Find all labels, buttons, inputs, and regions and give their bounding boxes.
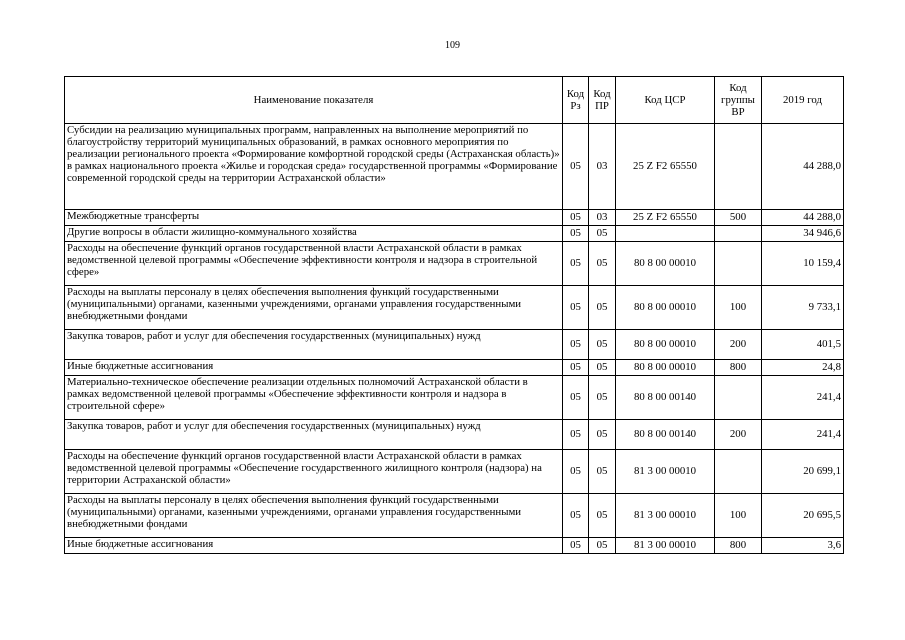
row-vr: [715, 376, 762, 420]
row-amount: 3,6: [762, 538, 844, 554]
row-csr: 81 3 00 00010: [616, 494, 715, 538]
row-name: Межбюджетные трансферты: [65, 210, 563, 226]
row-pr: 05: [589, 376, 616, 420]
table-row: [65, 538, 844, 554]
row-csr: 80 8 00 00010: [616, 286, 715, 330]
row-csr: 25 Z F2 65550: [616, 124, 715, 210]
header-name: Наименование показателя: [65, 77, 563, 124]
row-csr: 80 8 00 00010: [616, 330, 715, 360]
row-pr: 03: [589, 210, 616, 226]
row-amount: 20 699,1: [762, 450, 844, 494]
row-pr: 05: [589, 494, 616, 538]
row-name: Иные бюджетные ассигнования: [65, 538, 563, 554]
row-csr: 80 8 00 00140: [616, 420, 715, 450]
row-vr: 800: [715, 538, 762, 554]
row-rz: 05: [563, 226, 589, 242]
page-number: 109: [445, 40, 460, 51]
row-pr: 05: [589, 450, 616, 494]
row-name: Расходы на выплаты персоналу в целях обеспечения выполнения функций государственными (муниципальными) органами, казенными учреждениями, органами управления государственными внебюджетными фондами: [65, 286, 563, 330]
table-row: [65, 360, 844, 376]
row-name: Субсидии на реализацию муниципальных программ, направленных на выполнение мероприятий по благоустройству территорий муниципальных образований, в рамках основного мероприятия по реализации регионального проекта «Формирование комфортной городской среды (Астраханская область)» в рамках национального проекта «Жилье и городская среда» государственной программы «Формирование современной городской среды на территории Астраханской области»: [65, 124, 563, 210]
table-row: [65, 210, 844, 226]
header-pr: Код ПР: [589, 77, 616, 124]
row-pr: 05: [589, 360, 616, 376]
row-vr: 100: [715, 494, 762, 538]
row-csr: 80 8 00 00010: [616, 360, 715, 376]
row-name: Закупка товаров, работ и услуг для обеспечения государственных (муниципальных) нужд: [65, 330, 563, 360]
header-year: 2019 год: [762, 77, 844, 124]
row-amount: 44 288,0: [762, 124, 844, 210]
table-row: [65, 376, 844, 420]
row-pr: 05: [589, 420, 616, 450]
table-header-row: [65, 77, 844, 124]
row-rz: 05: [563, 420, 589, 450]
row-amount: 10 159,4: [762, 242, 844, 286]
row-amount: 44 288,0: [762, 210, 844, 226]
row-name: Материально-техническое обеспечение реализации отдельных полномочий Астраханской области в рамках ведомственной целевой программы «Обеспечение эффективности контроля и надзора в строительной сфере»: [65, 376, 563, 420]
row-amount: 401,5: [762, 330, 844, 360]
row-name: Закупка товаров, работ и услуг для обеспечения государственных (муниципальных) нужд: [65, 420, 563, 450]
row-rz: 05: [563, 538, 589, 554]
row-vr: 200: [715, 330, 762, 360]
row-name: Расходы на обеспечение функций органов государственной власти Астраханской области в рамках ведомственной целевой программы «Обеспечение эффективности контроля и надзора в строительной сфере»: [65, 242, 563, 286]
row-pr: 05: [589, 226, 616, 242]
table-row: [65, 226, 844, 242]
row-rz: 05: [563, 286, 589, 330]
header-vr: Код группы ВР: [715, 77, 762, 124]
table-row: [65, 450, 844, 494]
row-rz: 05: [563, 360, 589, 376]
row-rz: 05: [563, 330, 589, 360]
row-pr: 05: [589, 538, 616, 554]
row-name: Другие вопросы в области жилищно-коммунального хозяйства: [65, 226, 563, 242]
row-rz: 05: [563, 210, 589, 226]
row-amount: 241,4: [762, 376, 844, 420]
row-rz: 05: [563, 124, 589, 210]
row-csr: 80 8 00 00010: [616, 242, 715, 286]
row-amount: 9 733,1: [762, 286, 844, 330]
row-csr: 81 3 00 00010: [616, 538, 715, 554]
row-vr: 500: [715, 210, 762, 226]
row-amount: 241,4: [762, 420, 844, 450]
row-pr: 05: [589, 330, 616, 360]
row-csr: [616, 226, 715, 242]
row-csr: 25 Z F2 65550: [616, 210, 715, 226]
row-vr: 800: [715, 360, 762, 376]
row-vr: [715, 450, 762, 494]
row-rz: 05: [563, 242, 589, 286]
row-amount: 34 946,6: [762, 226, 844, 242]
row-amount: 20 695,5: [762, 494, 844, 538]
row-csr: 81 3 00 00010: [616, 450, 715, 494]
row-name: Иные бюджетные ассигнования: [65, 360, 563, 376]
table-row: [65, 124, 844, 210]
row-pr: 03: [589, 124, 616, 210]
row-vr: 200: [715, 420, 762, 450]
row-pr: 05: [589, 286, 616, 330]
row-name: Расходы на обеспечение функций органов государственной власти Астраханской области в рамках ведомственной целевой программы «Обеспечение государственного жилищного контроля (надзора) на территории Астраханской области»: [65, 450, 563, 494]
row-csr: 80 8 00 00140: [616, 376, 715, 420]
table-row: [65, 330, 844, 360]
table-row: [65, 286, 844, 330]
table-row: [65, 242, 844, 286]
header-rz: Код Рз: [563, 77, 589, 124]
row-rz: 05: [563, 376, 589, 420]
table-row: [65, 420, 844, 450]
row-vr: [715, 226, 762, 242]
row-name: Расходы на выплаты персоналу в целях обеспечения выполнения функций государственными (муниципальными) органами, казенными учреждениями, органами управления государственными внебюджетными фондами: [65, 494, 563, 538]
table-row: [65, 494, 844, 538]
header-csr: Код ЦСР: [616, 77, 715, 124]
row-vr: 100: [715, 286, 762, 330]
row-pr: 05: [589, 242, 616, 286]
row-vr: [715, 242, 762, 286]
row-rz: 05: [563, 494, 589, 538]
row-vr: [715, 124, 762, 210]
row-amount: 24,8: [762, 360, 844, 376]
budget-table: [64, 76, 844, 554]
row-rz: 05: [563, 450, 589, 494]
